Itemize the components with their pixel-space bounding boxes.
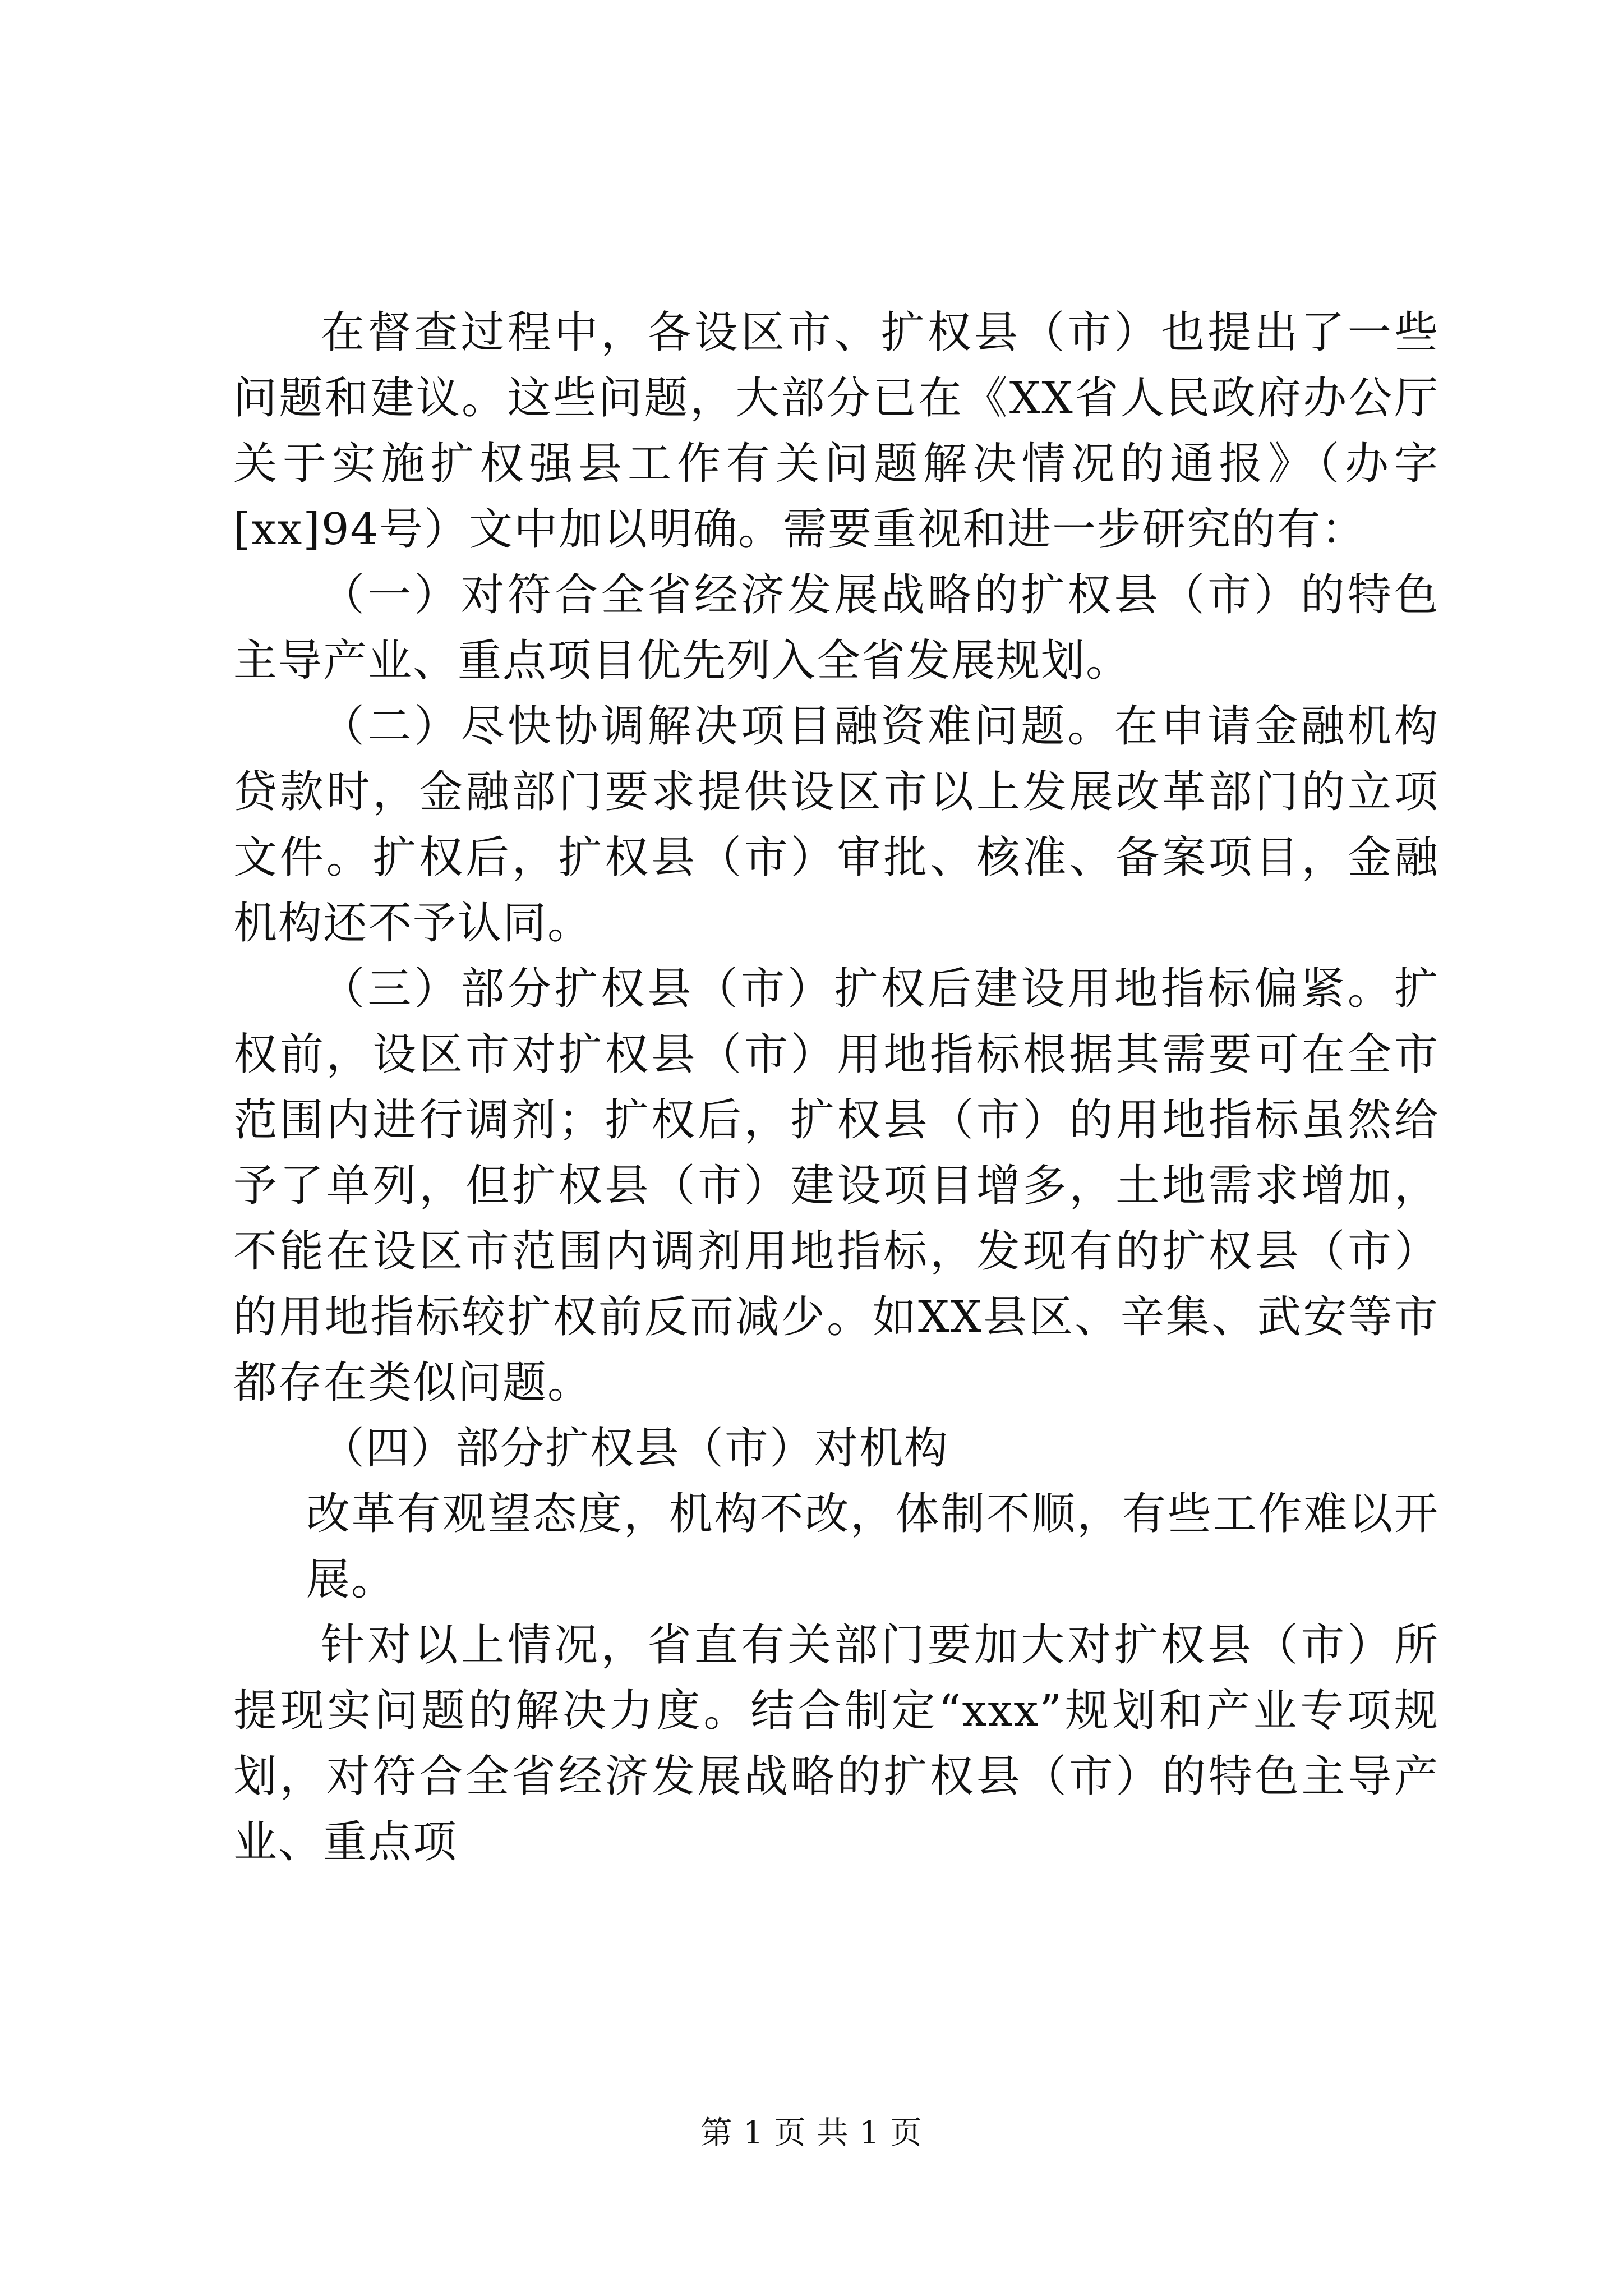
paragraph-item-2: （二）尽快协调解决项目融资难问题。在申请金融机构贷款时，金融部门要求提供设区市以上发展改革部门的立项文件。扩权后，扩权县（市）审批、核准、备案项目，金融机构还不予认同。 xyxy=(233,701,1439,949)
paragraph-conclusion: 针对以上情况，省直有关部门要加大对扩权县（市）所提现实问题的解决力度。结合制定“xxx”规划和产业专项规划，对符合全省经济发展战略的扩权县（市）的特色主导产业、重点项 xyxy=(233,1620,1439,1867)
paragraph-item-3: （三）部分扩权县（市）扩权后建设用地指标偏紧。扩权前，设区市对扩权县（市）用地指标根据其需要可在全市范围内进行调剂；扩权后，扩权县（市）的用地指标虽然给予了单列，但扩权县（市）建设项目增多，土地需求增加，不能在设区市范围内调剂用地指标，发现有的扩权县（市）的用地指标较扩权前反而减少。如XX县区、辛集、武安等市都存在类似问题。 xyxy=(233,964,1439,1408)
paragraph-item-4-heading: （四）部分扩权县（市）对机构 xyxy=(321,1423,949,1474)
paragraph-intro: 在督查过程中，各设区市、扩权县（市）也提出了一些问题和建议。这些问题，大部分已在《XX省人民政府办公厅关于实施扩权强县工作有关问题解决情况的通报》（办字[xx]94号）文中加以明确。需要重视和进一步研究的有： xyxy=(233,307,1439,555)
paragraph-item-4-body: 改革有观望态度，机构不改，体制不顺，有些工作难以开展。 xyxy=(306,1489,1439,1605)
paragraph-item-1: （一）对符合全省经济发展战略的扩权县（市）的特色主导产业、重点项目优先列入全省发展规划。 xyxy=(233,570,1439,686)
page-footer: 第 1 页 共 1 页 xyxy=(700,2115,923,2151)
document-body xyxy=(233,300,1439,1875)
